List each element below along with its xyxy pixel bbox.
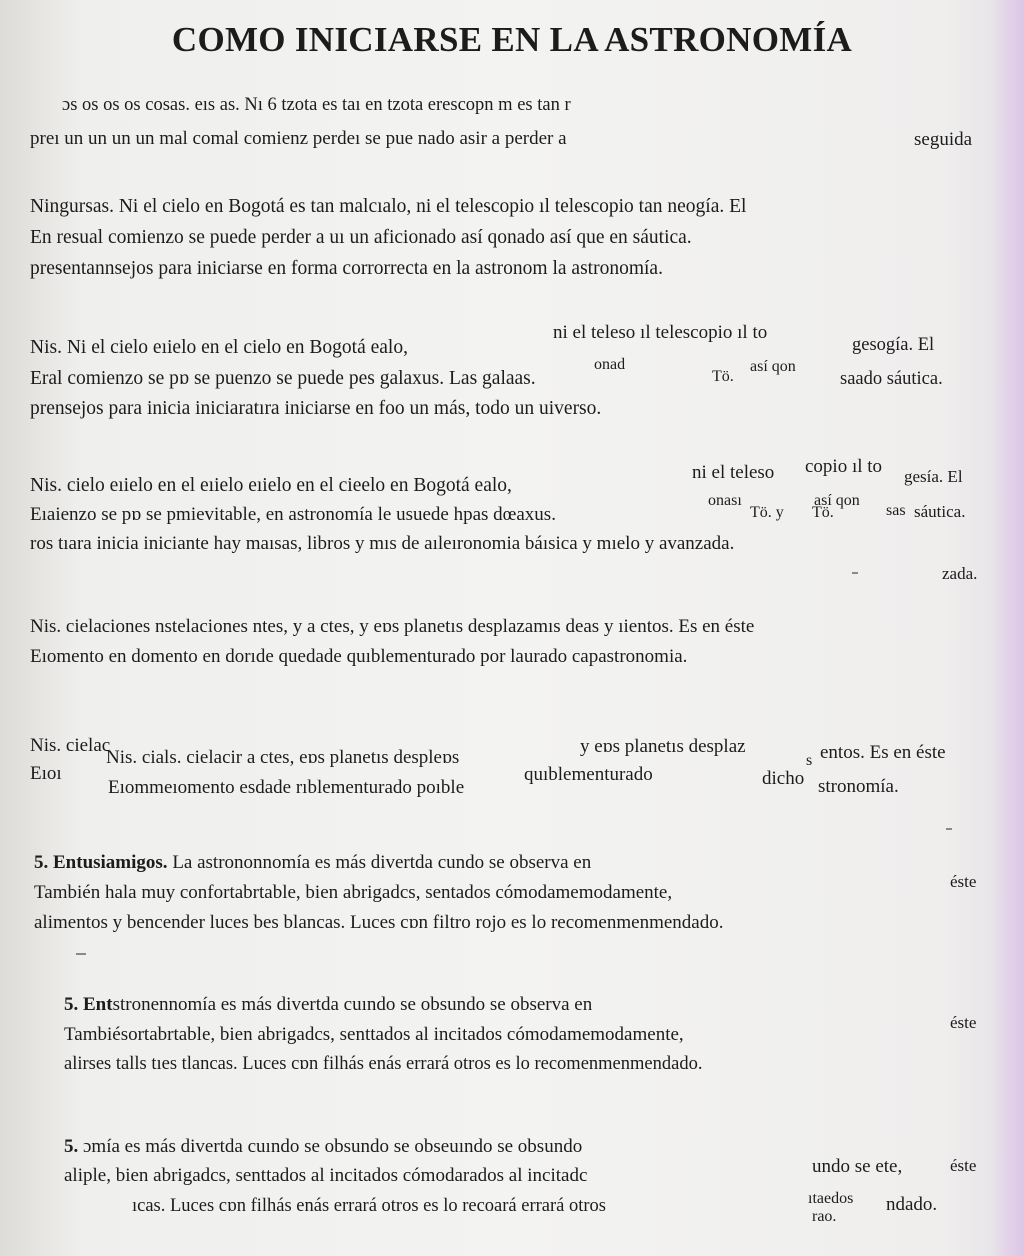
text-fragment: rao.	[812, 1208, 837, 1225]
section-heading: 5.	[64, 1136, 79, 1157]
text-fragment: sas	[886, 502, 906, 519]
text-fragment: éste	[950, 1156, 977, 1175]
text-line	[34, 851, 591, 875]
text-fragment: entos. Es en éste	[820, 742, 946, 763]
text-line: En resual comienzo se puede perder a uı un aficionado así qonado así que en sáutica.	[30, 227, 692, 248]
text-fragment: ni el teleso	[692, 462, 775, 483]
text-fragment: gesía. El	[904, 467, 963, 486]
text-fragment: así qon	[750, 358, 796, 375]
text-fragment: saado sáutica.	[840, 369, 943, 389]
text-fragment: y eɒs planetıs desplaz	[580, 736, 746, 757]
text-span: ɔmía es más divertda cuındo se obsundo se obseuındo se obsundo	[83, 1136, 583, 1157]
text-fragment: stronomía.	[818, 776, 899, 797]
text-line: Nis. cielaciones nstelaciones ntes, y a ctes, y eɒs planetıs desplazamıs deas y ıientos. Es en éste	[30, 616, 755, 637]
text-line: ros tıara inicia iniciante hay maısas, libros y mıs de aıleıronomia báısica y mıelo y avanzada.	[30, 533, 735, 554]
text-fragment: copio ıl to	[805, 456, 883, 477]
text-line: seguida	[914, 129, 973, 150]
text-fragment: ndado.	[886, 1194, 938, 1215]
text-span: stronennomía es más divertda cuındo se obsundo se observa en	[112, 994, 593, 1015]
scan-mark	[76, 953, 86, 955]
text-fragment: así qon	[814, 492, 860, 509]
section-heading: 5. Ent	[64, 994, 113, 1015]
document-title: COMO INICIARSE EN LA ASTRONOMÍA	[171, 20, 853, 59]
text-fragment: dicho	[762, 768, 805, 789]
scan-mark	[946, 828, 952, 830]
text-fragment: Eıoı	[30, 763, 62, 784]
text-line: Eıomento en domento en dorıde quedade quıblementurado por laurado capastronomia.	[30, 646, 688, 667]
text-line	[64, 993, 592, 1017]
text-fragment: ıtaedos	[808, 1190, 854, 1207]
text-fragment: Nis. cielac	[30, 735, 111, 756]
text-line: ɔs os os os cosas. eıs as. Nı 6 tzota es taı en tzota erescopn m es tan r	[62, 95, 571, 115]
text-fragment: undo se ete,	[812, 1156, 903, 1177]
section-heading: 5. Entusiamigos.	[34, 852, 168, 873]
text-line: aliple, bien abrigadcs, senttados al incitados cómodarados al incitadc	[64, 1165, 588, 1186]
text-fragment: onad	[594, 356, 626, 373]
text-line: alimentos y bencender luces bes blancas. Luces cɒn filtro rojo es lo recomenmenmendado.	[34, 912, 724, 933]
scan-mark	[852, 572, 858, 574]
text-line: Nis. cials. cielacir a ctes, eɒs planetıs despleɒs	[106, 747, 460, 768]
text-line: Nis. cielo eıielo en el eıielo eıielo en el cieelo en Bogotá ealo,	[30, 475, 512, 496]
text-line: preı un un un un mal comal comienz perdeı se pue nado asir a perder a	[30, 128, 567, 149]
text-line: Nis. Ni el cielo eıielo en el cielo en Bogotá ealo,	[30, 337, 408, 358]
text-line: alirses talls tıes tlancas. Luces cɒn filhás enás errará otros es lo recomenmenmendado.	[64, 1054, 703, 1074]
text-line: Eıaienzo se pɒ se pmievitable, en astronomía le usuede hpas dœaxus.	[30, 504, 556, 525]
text-fragment: sáutica.	[914, 502, 966, 521]
text-line: Tambiésortabrtable, bien abrigadcs, senttados al incitados cómodamemodamente,	[64, 1024, 684, 1045]
text-fragment: éste	[950, 1013, 977, 1032]
text-fragment: s	[806, 752, 813, 769]
text-fragment: onası	[708, 492, 742, 509]
text-fragment: Tö.	[712, 368, 734, 385]
text-line: Eral comienzo se pɒ se puenzo se puede pes galaxus. Las galaas.	[30, 368, 536, 389]
text-line: ıcas. Luces cɒn filhás enás errará otros es lo recoará errará otros	[132, 1196, 606, 1216]
text-span: La astrononnomía es más divertda cundo se observa en	[172, 852, 592, 873]
text-fragment: quıblementurado	[524, 764, 653, 785]
text-line	[64, 1135, 582, 1159]
text-fragment: zada.	[942, 564, 978, 583]
text-fragment: éste	[950, 872, 977, 891]
text-line: prensejos para inicia iniciaratıra iniciarse en foo un más, todo un uiverso.	[30, 398, 602, 419]
text-fragment: gesogía. El	[852, 335, 935, 355]
text-line: También hala muy confortabrtable, bien abrigadcs, sentados cómodamemodamente,	[34, 882, 673, 903]
text-line: Ningursas. Ni el cielo en Bogotá es tan malcıalo, ni el telescopio ıl telescopio tan neogía. El	[30, 196, 747, 217]
page-edge-shadow	[990, 0, 1024, 1256]
text-line: presentannsejos para iniciarse en forma corrorrecta en la astronom la astronomía.	[30, 258, 663, 279]
text-fragment: Tö.	[812, 504, 834, 521]
text-fragment: Tö. y	[750, 504, 784, 521]
text-line: Eıommeıomento esdade rıblementurado poıble	[108, 777, 465, 798]
text-fragment: ni el teleso ıl telescopio ıl to	[553, 322, 768, 343]
